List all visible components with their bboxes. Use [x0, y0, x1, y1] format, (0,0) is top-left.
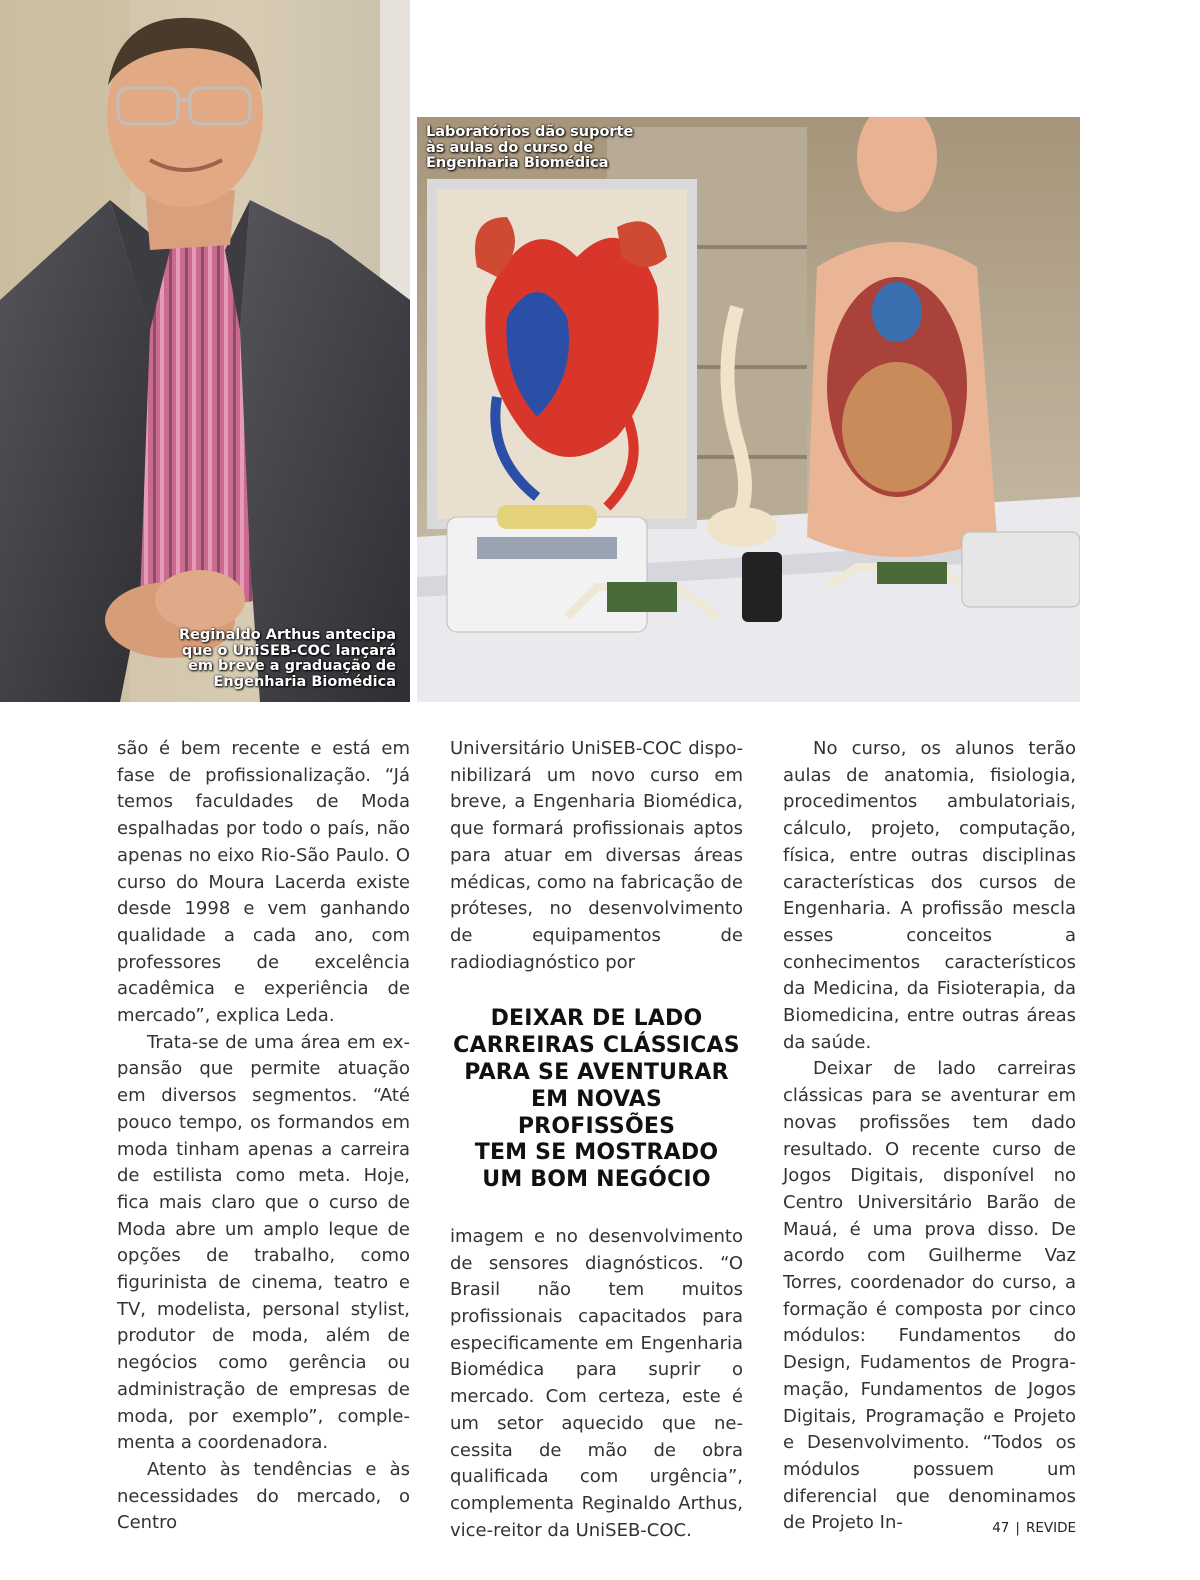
article-column-2 [450, 736, 743, 1544]
magazine-name: REVIDE [1025, 1520, 1076, 1536]
article-paragraph: No curso, os alunos terão aulas de anatomia, fisiologia, procedimentos ambulatoriais, cálculo, projeto, computação, física, entre outras disciplinas características dos cursos de Engenharia. A profissão mescla esses conceitos a conhecimentos característicos da Medicina, da Fisioterapia, da Biomedicina, entre outras áreas da saúde. [783, 738, 1076, 1053]
article-paragraph: imagem e no desenvolvimento de sensores diagnósticos. “O Brasil não tem muitos profissionais capacitados para especificamente em Engenharia Biomédica para suprir o mercado. Com certeza, este é um setor aquecido que necessita de mão de obra qualificada com urgência”, complementa Reginaldo Arthus, vice-reitor da UniSEB-COC. [450, 1225, 743, 1541]
portrait-image [0, 0, 410, 702]
article-paragraph: são é bem recente e está em fase de profissionalização. “Já temos faculdades de Moda espalhadas por todo o país, não apenas no eixo Rio-São Paulo. O curso do Moura Lacerda existe desde 1998 e vem ganhando qualidade a cada ano, com professores de excelência acadêmica e experiência de mercado”, explica Leda. [117, 738, 410, 1027]
article-column-1 [117, 736, 410, 1537]
laboratory-caption: Laboratórios dão suporte às aulas do curso de Engenharia Biomédica [426, 124, 634, 171]
article-paragraph: Trata-se de uma área em expansão que permite atuação em diversos segmentos. “Até pouco tempo, os formandos em moda tinham apenas a carreira de estilista como meta. Hoje, fica mais claro que o curso de Moda abre um amplo leque de opções de trabalho, como figurinista de cinema, teatro e TV, modelista, personal stylist, produtor de moda, além de negócios como gerência ou administração de empresas de moda, por exemplo”, complementa a coordenadora. [117, 1031, 410, 1454]
laboratory-photo [417, 117, 1080, 702]
portrait-caption: Reginaldo Arthus antecipa que o UniSEB-COC lançará em breve a graduação de Engenharia Biomédica [178, 627, 396, 690]
pull-quote: DEIXAR DE LADO CARREIRAS CLÁSSICAS PARA SE AVENTURAR EM NOVAS PROFISSÕES TEM SE MOSTRADO UM BOM NEGÓCIO [453, 1006, 740, 1193]
article-paragraph: Atento às tendências e às necessidades do mercado, o Centro [117, 1458, 410, 1534]
page-number: 47 [992, 1520, 1010, 1536]
laboratory-image [417, 117, 1080, 702]
article-paragraph: Universitário UniSEB-COC disponibilizará um novo curso em breve, a Engenharia Biomédica, que formará profissionais aptos para atuar em diversas áreas médicas, como na fabricação de próteses, no desenvolvimento de equipamentos de radiodiagnóstico por [450, 738, 743, 973]
page-footer [992, 1520, 1076, 1536]
article-paragraph: Deixar de lado carreiras clássicas para se aventurar em novas profissões tem dado resultado. O recente curso de Jogos Digitais, disponível no Centro Universitário Barão de Mauá, é uma prova disso. De acordo com Guilherme Vaz Torres, coordenador do curso, a formação é composta por cinco módulos: Fundamentos do Design, Fudamentos de Programação, Fundamentos de Jogos Digitais, Programação e Projeto e Desenvolvimento. “Todos os módulos possuem um diferencial que denominamos de Projeto In- [783, 1058, 1076, 1534]
footer-separator: | [1015, 1520, 1020, 1536]
portrait-photo [0, 0, 410, 702]
article-column-3 [783, 736, 1076, 1537]
